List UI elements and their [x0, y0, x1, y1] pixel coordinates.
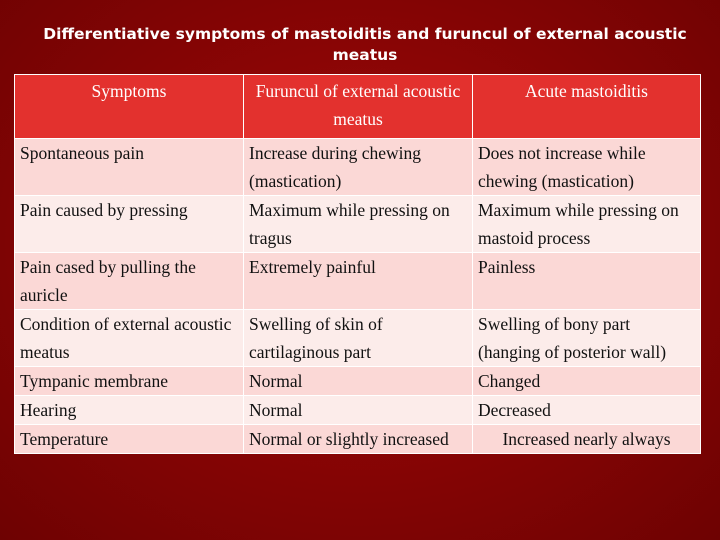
- slide-title: Differentiative symptoms of mastoiditis and furuncul of external acoustic meatus: [43, 25, 687, 64]
- furuncul-cell: Normal: [244, 367, 473, 396]
- symptom-cell: Pain caused by pressing: [15, 196, 244, 253]
- header-mastoiditis: Acute mastoiditis: [473, 75, 701, 139]
- table-row: [15, 310, 701, 367]
- table-header-row: [15, 75, 701, 139]
- table-row: [15, 425, 701, 454]
- table-row: [15, 396, 701, 425]
- table-row: [15, 196, 701, 253]
- mastoiditis-cell: Increased nearly always: [473, 425, 701, 454]
- comparison-table: [14, 74, 701, 454]
- mastoiditis-cell: Changed: [473, 367, 701, 396]
- furuncul-cell: Maximum while pressing on tragus: [244, 196, 473, 253]
- mastoiditis-cell: Decreased: [473, 396, 701, 425]
- symptom-cell: Pain cased by pulling the auricle: [15, 253, 244, 310]
- mastoiditis-cell: Does not increase while chewing (mastication): [473, 139, 701, 196]
- header-furuncul: Furuncul of external acoustic meatus: [244, 75, 473, 139]
- symptom-cell: Temperature: [15, 425, 244, 454]
- table-row: [15, 253, 701, 310]
- header-symptoms: Symptoms: [15, 75, 244, 139]
- furuncul-cell: Increase during chewing (mastication): [244, 139, 473, 196]
- table-row: [15, 367, 701, 396]
- furuncul-cell: Swelling of skin of cartilaginous part: [244, 310, 473, 367]
- mastoiditis-cell: Painless: [473, 253, 701, 310]
- symptom-cell: Hearing: [15, 396, 244, 425]
- furuncul-cell: Normal or slightly increased: [244, 425, 473, 454]
- symptom-cell: Spontaneous pain: [15, 139, 244, 196]
- furuncul-cell: Extremely painful: [244, 253, 473, 310]
- mastoiditis-cell: Maximum while pressing on mastoid process: [473, 196, 701, 253]
- symptom-cell: Tympanic membrane: [15, 367, 244, 396]
- furuncul-cell: Normal: [244, 396, 473, 425]
- table-row: [15, 139, 701, 196]
- comparison-table-container: [14, 74, 700, 454]
- mastoiditis-cell: Swelling of bony part (hanging of posterior wall): [473, 310, 701, 367]
- symptom-cell: Condition of external acoustic meatus: [15, 310, 244, 367]
